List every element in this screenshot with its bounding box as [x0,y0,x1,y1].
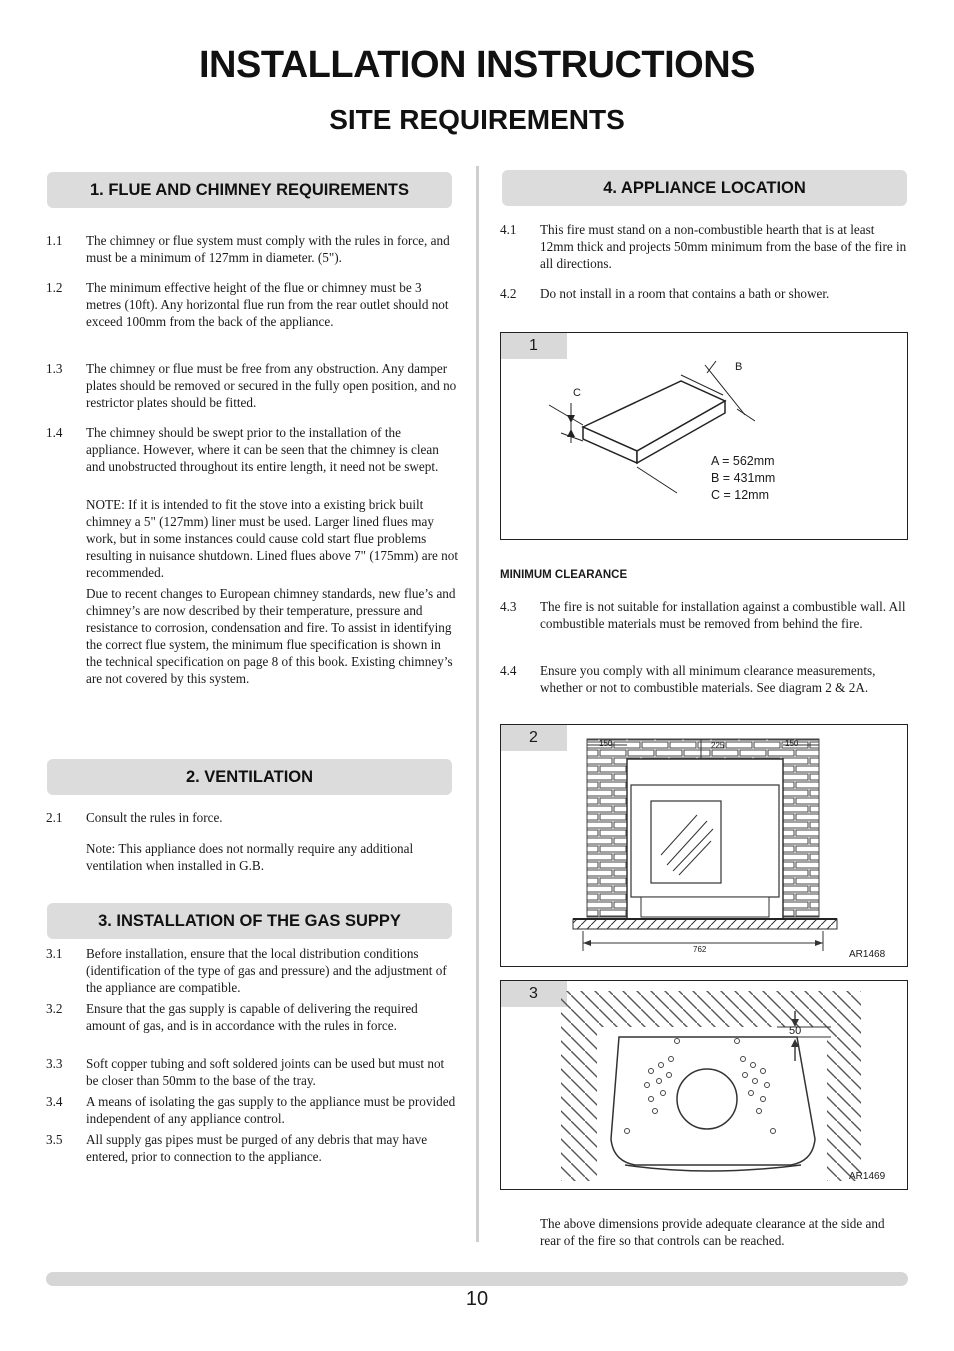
dim-rear: 50 [789,1025,802,1037]
page-number: 10 [465,1288,489,1310]
label-b: B [735,361,743,373]
note-standards: Due to recent changes to European chimney standards, new flue’s and chimney’s are now described by their temperature, pressure and resistance to corrosion, condensation and fire. To assist in identifying the correct flue system, the minimum flue specification is shown in the technical specification on page 8 of this book. Existing chimney’s are not covered by this system. [86,586,456,686]
figure-rear-clearance [500,980,908,1190]
dimension-list [711,453,775,504]
footer-bar [46,1272,908,1286]
item-number: 4.1 [500,222,517,237]
front-clearance-diagram [501,725,907,966]
item-text: Ensure you comply with all minimum clearance measurements, whether or not to combustible materials. See diagram 2 & 2A. [540,663,876,695]
item-number: 1.1 [46,233,63,248]
note-ventilation: Note: This appliance does not normally require any additional ventilation when installed in G.B. [86,841,414,873]
item-text: The chimney should be swept prior to the installation of the appliance. However, where it can be seen that the chimney is clean and unobstructed throughout its entire length, it need not be swept. [86,425,439,474]
closing-note: The above dimensions provide adequate clearance at the side and rear of the fire so that controls can be reached. [540,1216,885,1248]
section-heading-ventilation: 2. VENTILATION [47,759,452,795]
figure-number: 3 [501,981,567,1007]
item-number: 4.2 [500,286,517,301]
item-text: Do not install in a room that contains a bath or shower. [540,286,830,301]
item-number: 3.5 [46,1132,63,1147]
hearth-diagram [501,333,907,539]
figure-hearth [500,332,908,540]
item-text: The minimum effective height of the flue or chimney must be 3 metres (10ft). Any horizontal flue run from the rear outlet should not exceed 100mm from the back of the appliance. [86,280,449,329]
item-text: Soft copper tubing and soft soldered joints can be used but must not be closer than 50mm to the base of the tray. [86,1056,445,1088]
item-number: 2.1 [46,810,63,825]
section-heading-gas: 3. INSTALLATION OF THE GAS SUPPY [47,903,452,939]
dim-left: 150 [599,739,613,748]
figure-number: 2 [501,725,567,751]
dim-right: 150 [785,739,799,748]
item-text: Ensure that the gas supply is capable of delivering the required amount of gas, and is in accordance with the rules in force. [86,1001,418,1033]
item-text: Before installation, ensure that the local distribution conditions (identification of the type of gas and pressure) and the adjustment of the appliance are compatible. [86,946,447,995]
dim-bottom: 762 [693,945,707,954]
page-title: INSTALLATION INSTRUCTIONS [198,44,756,86]
item-text: All supply gas pipes must be purged of any debris that may have entered, prior to connection to the appliance. [86,1132,428,1164]
item-number: 3.1 [46,946,63,961]
item-number: 3.2 [46,1001,63,1016]
item-number: 4.3 [500,599,517,614]
item-text: The fire is not suitable for installation against a combustible wall. All combustible materials must be removed from behind the fire. [540,599,906,631]
figure-code: AR1468 [849,949,886,960]
dimension-b: B = 431mm [711,471,776,485]
item-number: 3.4 [46,1094,63,1109]
page-subtitle: SITE REQUIREMENTS [329,104,625,135]
dimension-c: C = 12mm [711,488,770,502]
section-heading-location: 4. APPLIANCE LOCATION [502,170,907,206]
figure-number: 1 [501,333,567,359]
item-number: 1.3 [46,361,63,376]
note-liner: NOTE: If it is intended to fit the stove into a existing brick built chimney a 5" (127mm) liner must be used. Larger lined flues may work, but in some instances could cause cold start flue problems resulting in nuisance shutdown. Lined flues above 7" (175mm) are not recommended. [86,497,458,580]
item-text: A means of isolating the gas supply to the appliance must be provided independent of any appliance control. [86,1094,456,1126]
column-divider [476,166,479,1242]
label-c: C [573,387,581,399]
dim-top: 225 [711,741,725,750]
item-text: The chimney or flue must be free from any obstruction. Any damper plates should be removed or secured in the fully open position, and no restrictor plates should be fitted. [86,361,457,410]
figure-front-clearance [500,724,908,967]
item-text: Consult the rules in force. [86,810,223,825]
rear-clearance-diagram [501,981,907,1189]
subheading-minimum-clearance: MINIMUM CLEARANCE [500,569,628,581]
item-number: 1.4 [46,425,63,440]
item-text: The chimney or flue system must comply with the rules in force, and must be a minimum of 127mm in diameter. (5"). [86,233,450,265]
item-text: This fire must stand on a non-combustible hearth that is at least 12mm thick and projects 50mm minimum from the base of the fire in all directions. [540,222,907,271]
dimension-a: A = 562mm [711,454,775,468]
item-number: 3.3 [46,1056,63,1071]
section-heading-flue: 1. FLUE AND CHIMNEY REQUIREMENTS [47,172,452,208]
figure-code: AR1469 [849,1171,886,1182]
item-number: 1.2 [46,280,63,295]
item-number: 4.4 [500,663,517,678]
